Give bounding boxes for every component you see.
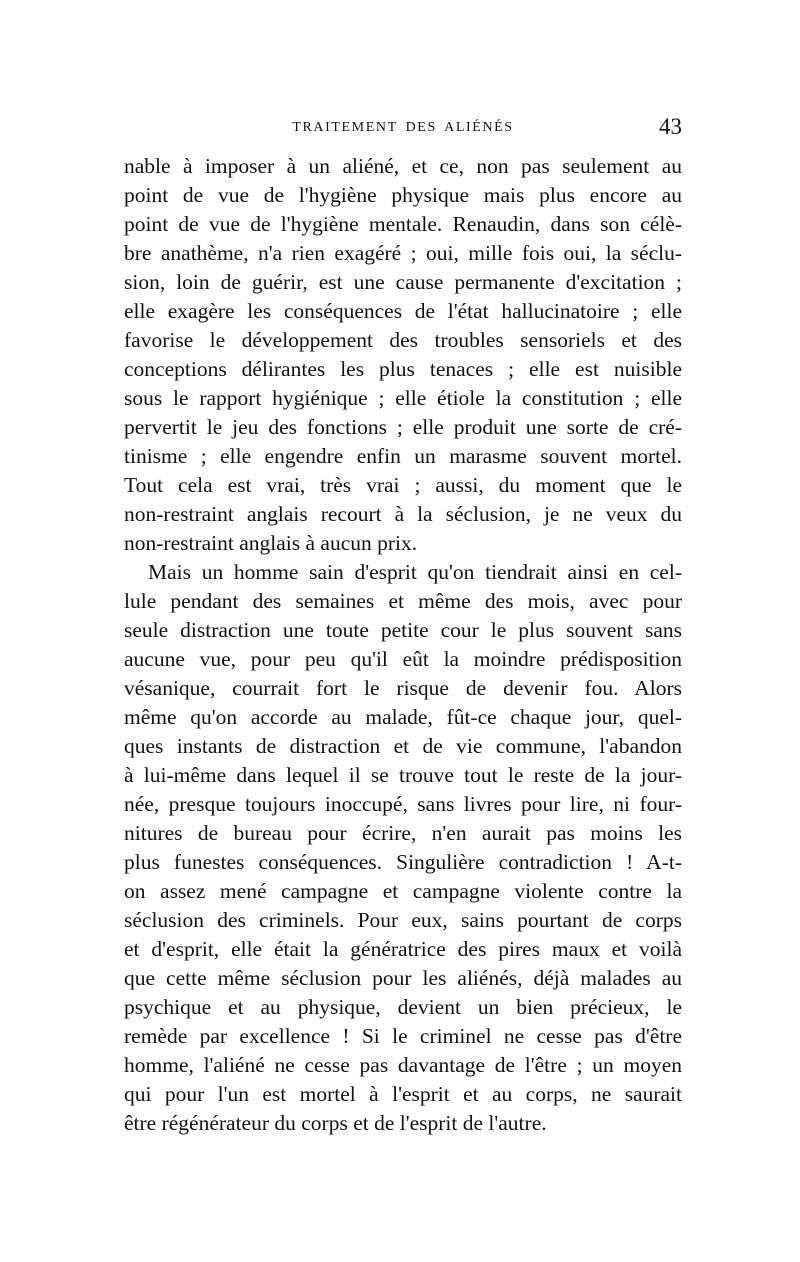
text-line: aucune vue, pour peu qu'il eût la moindre prédisposition: [124, 647, 682, 671]
text-line: être régénérateur du corps et de l'esprit de l'autre.: [124, 1111, 547, 1135]
text-line: conceptions délirantes les plus tenaces ; elle est nuisible: [124, 357, 682, 381]
text-line: même qu'on accorde au malade, fût-ce chaque jour, quel-: [124, 705, 682, 729]
text-line: sous le rapport hygiénique ; elle étiole la constitution ; elle: [124, 386, 682, 410]
page-header: [124, 114, 682, 144]
paragraph-2: [124, 558, 682, 1138]
text-line: ques instants de distraction et de vie commune, l'abandon: [124, 734, 682, 758]
text-line: bre anathème, n'a rien exagéré ; oui, mille fois oui, la séclu-: [124, 241, 682, 265]
text-line: point de vue de l'hygiène physique mais plus encore au: [124, 183, 682, 207]
text-line: que cette même séclusion pour les aliénés, déjà malades au: [124, 966, 682, 990]
text-line: à lui-même dans lequel il se trouve tout le reste de la jour-: [124, 763, 682, 787]
text-line: point de vue de l'hygiène mentale. Renaudin, dans son célè-: [124, 212, 682, 236]
text-line: non-restraint anglais à aucun prix.: [124, 531, 418, 555]
text-line: Tout cela est vrai, très vrai ; aussi, du moment que le: [124, 473, 682, 497]
text-line: elle exagère les conséquences de l'état hallucinatoire ; elle: [124, 299, 682, 323]
paragraph-1: [124, 152, 682, 558]
text-line: seule distraction une toute petite cour le plus souvent sans: [124, 618, 682, 642]
text-line: psychique et au physique, devient un bien précieux, le: [124, 995, 682, 1019]
text-line: qui pour l'un est mortel à l'esprit et au corps, ne saurait: [124, 1082, 682, 1106]
text-line: homme, l'aliéné ne cesse pas davantage de l'être ; un moyen: [124, 1053, 682, 1077]
text-line: pervertit le jeu des fonctions ; elle produit une sorte de cré-: [124, 415, 682, 439]
text-line: on assez mené campagne et campagne violente contre la: [124, 879, 682, 903]
text-line: nable à imposer à un aliéné, et ce, non pas seulement au: [124, 154, 682, 178]
text-line: tinisme ; elle engendre enfin un marasme souvent mortel.: [124, 444, 682, 468]
text-line: favorise le développement des troubles sensoriels et des: [124, 328, 682, 352]
text-line: remède par excellence ! Si le criminel ne cesse pas d'être: [124, 1024, 682, 1048]
running-title: TRAITEMENT DES ALIÉNÉS: [292, 120, 514, 135]
text-line: séclusion des criminels. Pour eux, sains pourtant de corps: [124, 908, 682, 932]
text-line: et d'esprit, elle était la génératrice des pires maux et voilà: [124, 937, 682, 961]
text-line: nitures de bureau pour écrire, n'en aurait pas moins les: [124, 821, 682, 845]
text-line: non-restraint anglais recourt à la séclusion, je ne veux du: [124, 502, 682, 526]
text-line: vésanique, courrait fort le risque de devenir fou. Alors: [124, 676, 682, 700]
body-text: [124, 152, 682, 1138]
page-number: 43: [659, 114, 682, 139]
text-line: lule pendant des semaines et même des mois, avec pour: [124, 589, 682, 613]
text-line: née, presque toujours inoccupé, sans livres pour lire, ni four-: [124, 792, 682, 816]
text-line: sion, loin de guérir, est une cause permanente d'excitation ;: [124, 270, 682, 294]
text-line: Mais un homme sain d'esprit qu'on tiendrait ainsi en cel-: [148, 560, 682, 584]
text-line: plus funestes conséquences. Singulière contradiction ! A-t-: [124, 850, 682, 874]
